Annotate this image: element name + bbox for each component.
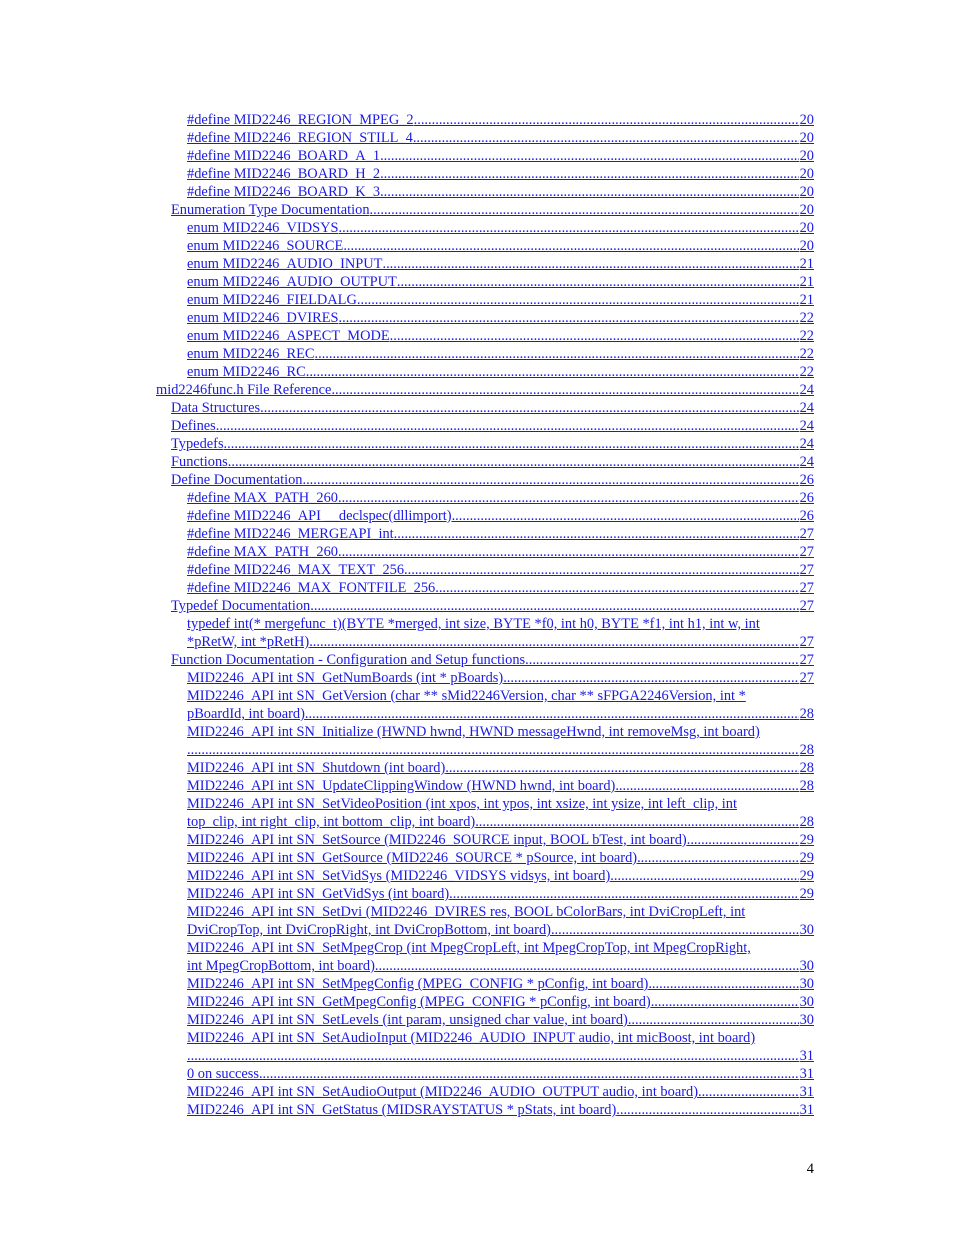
toc-page-number[interactable]: 22 <box>799 310 814 326</box>
toc-leader-dots <box>339 219 799 237</box>
toc-leader-dots <box>503 669 798 687</box>
toc-leader-dots <box>305 705 799 723</box>
toc-leader-dots <box>357 291 799 309</box>
toc-page-number[interactable]: 28 <box>799 742 814 758</box>
toc-entry[interactable] <box>171 651 814 669</box>
toc-leader-dots <box>413 129 799 147</box>
toc-leader-dots <box>310 597 798 615</box>
toc-page-number[interactable]: 30 <box>799 1012 814 1028</box>
toc-entry[interactable] <box>187 1029 814 1065</box>
toc-entry-row[interactable] <box>187 489 814 507</box>
toc-page-number[interactable]: 26 <box>799 472 814 488</box>
toc-entry-text[interactable]: MID2246_API int SN_Shutdown (int board) <box>187 760 446 776</box>
toc-entry-text[interactable]: 0 on success <box>187 1066 259 1082</box>
toc-leader-dots <box>445 759 798 777</box>
toc-leader-dots <box>616 1101 798 1119</box>
toc-entry-row[interactable] <box>187 165 814 183</box>
toc-page-number[interactable]: 22 <box>799 364 814 380</box>
toc-page-number[interactable]: 30 <box>799 958 814 974</box>
toc-leader-dots <box>648 975 798 993</box>
toc-page-number[interactable]: 24 <box>799 436 814 452</box>
toc-page-number[interactable]: 20 <box>799 112 814 128</box>
toc-page-number[interactable]: 27 <box>799 562 814 578</box>
toc-entry-text[interactable]: enum MID2246_AUDIO_OUTPUT <box>187 274 397 290</box>
toc-entry-text[interactable]: Enumeration Type Documentation <box>171 202 370 218</box>
toc-leader-dots <box>338 543 799 561</box>
table-of-contents <box>0 111 954 1119</box>
toc-leader-dots <box>551 921 799 939</box>
toc-entry-text[interactable]: enum MID2246_RC <box>187 364 306 380</box>
toc-page-number[interactable]: 26 <box>799 490 814 506</box>
toc-entry-row[interactable] <box>187 507 814 525</box>
toc-leader-dots <box>187 741 799 759</box>
toc-entry-text[interactable]: Typedef Documentation <box>171 598 311 614</box>
toc-page-number[interactable]: 20 <box>799 202 814 218</box>
toc-entry[interactable] <box>187 759 814 777</box>
toc-entry-text[interactable]: MID2246_API int SN_SetMpegConfig (MPEG_CONFIG * pConfig, int board) <box>187 976 649 992</box>
toc-entry[interactable] <box>187 939 814 975</box>
toc-entry[interactable] <box>187 687 814 723</box>
toc-page-number[interactable]: 30 <box>799 922 814 938</box>
toc-entry[interactable] <box>171 417 814 435</box>
toc-entry[interactable] <box>187 1101 814 1119</box>
toc-entry-row[interactable] <box>187 885 814 903</box>
toc-entry-row[interactable] <box>171 597 814 615</box>
toc-entry[interactable] <box>187 507 814 525</box>
toc-leader-dots <box>394 525 799 543</box>
toc-entry[interactable] <box>187 975 814 993</box>
toc-entry-row[interactable] <box>187 1065 814 1083</box>
toc-page-number[interactable]: 27 <box>799 634 814 650</box>
toc-entry[interactable] <box>187 309 814 327</box>
toc-page-number[interactable]: 31 <box>799 1084 814 1100</box>
toc-page-number[interactable]: 27 <box>799 652 814 668</box>
toc-entry[interactable] <box>187 111 814 129</box>
toc-page-number[interactable]: 27 <box>799 544 814 560</box>
toc-entry[interactable] <box>187 723 814 759</box>
toc-entry-row[interactable] <box>187 183 814 201</box>
toc-leader-dots <box>306 363 799 381</box>
toc-entry-row[interactable] <box>187 849 814 867</box>
toc-entry[interactable] <box>187 291 814 309</box>
toc-page-number[interactable]: 27 <box>799 580 814 596</box>
toc-entry-text[interactable]: #define MID2246_REGION_STILL_4 <box>187 130 413 146</box>
toc-entry-text[interactable]: MID2246_API int SN_SetLevels (int param, unsigned char value, int board) <box>187 1012 628 1028</box>
toc-entry[interactable] <box>187 777 814 795</box>
toc-entry-row[interactable] <box>171 435 814 453</box>
toc-entry-text[interactable]: int MpegCropBottom, int board) <box>187 958 375 974</box>
toc-entry-text[interactable]: MID2246_API int SN_GetSource (MID2246_SOURCE * pSource, int board) <box>187 850 638 866</box>
toc-entry[interactable] <box>187 1083 814 1101</box>
toc-page-number[interactable]: 20 <box>799 220 814 236</box>
toc-leader-dots <box>302 471 798 489</box>
toc-entry-row[interactable] <box>187 813 814 831</box>
toc-leader-dots <box>338 489 799 507</box>
toc-leader-dots <box>309 633 798 651</box>
toc-entry[interactable] <box>187 615 814 651</box>
toc-entry-row[interactable] <box>187 1047 814 1065</box>
toc-entry[interactable] <box>171 399 814 417</box>
toc-entry-row[interactable] <box>187 237 814 255</box>
toc-page-number[interactable]: 29 <box>799 886 814 902</box>
toc-page-number[interactable]: 27 <box>799 670 814 686</box>
toc-entry-row[interactable] <box>187 309 814 327</box>
toc-entry-row[interactable] <box>187 525 814 543</box>
toc-entry-row[interactable] <box>187 921 814 939</box>
toc-entry[interactable] <box>187 489 814 507</box>
toc-entry[interactable] <box>187 993 814 1011</box>
toc-entry-text[interactable]: #define MID2246_BOARD_A_1 <box>187 148 381 164</box>
toc-entry-text[interactable]: #define MID2246_MERGEAPI_int <box>187 526 394 542</box>
toc-entry[interactable] <box>187 885 814 903</box>
toc-page-number[interactable]: 29 <box>799 850 814 866</box>
toc-page-number[interactable]: 31 <box>799 1102 814 1118</box>
toc-entry-text[interactable]: mid2246func.h File Reference <box>156 382 332 398</box>
toc-entry-row[interactable] <box>171 399 814 417</box>
toc-entry-text[interactable]: Functions <box>171 454 228 470</box>
toc-leader-dots <box>397 273 799 291</box>
toc-entry-text[interactable]: Typedefs <box>171 436 224 452</box>
toc-entry-text[interactable]: enum MID2246_REC <box>187 346 315 362</box>
toc-entry[interactable] <box>187 363 814 381</box>
toc-leader-dots <box>475 813 798 831</box>
toc-entry-row[interactable] <box>187 669 814 687</box>
toc-page-number[interactable]: 28 <box>799 814 814 830</box>
toc-leader-dots <box>610 867 798 885</box>
toc-entry-row[interactable] <box>187 759 814 777</box>
toc-entry-text[interactable]: MID2246_API int SN_GetMpegConfig (MPEG_CONFIG * pConfig, int board) <box>187 994 651 1010</box>
toc-entry[interactable] <box>187 129 814 147</box>
toc-entry-row[interactable] <box>187 255 814 273</box>
toc-leader-dots <box>615 777 798 795</box>
toc-entry[interactable] <box>187 561 814 579</box>
toc-entry-row[interactable] <box>187 975 814 993</box>
toc-page-number[interactable]: 31 <box>799 1066 814 1082</box>
toc-entry-text-line1[interactable]: MID2246_API int SN_SetVideoPosition (int xpos, int ypos, int xsize, int ysize, int left_clip, int <box>187 796 737 812</box>
toc-entry-text[interactable]: pBoardId, int board) <box>187 706 305 722</box>
toc-entry-text-line1[interactable]: MID2246_API int SN_SetMpegCrop (int MpegCropLeft, int MpegCropTop, int MpegCropRight, <box>187 940 751 956</box>
toc-leader-dots <box>382 255 798 273</box>
toc-page-number[interactable]: 22 <box>799 346 814 362</box>
toc-entry[interactable] <box>187 1065 814 1083</box>
toc-page-number[interactable]: 29 <box>799 832 814 848</box>
toc-entry-text[interactable]: Data Structures <box>171 400 261 416</box>
toc-entry[interactable] <box>187 183 814 201</box>
toc-page-number[interactable]: 28 <box>799 706 814 722</box>
toc-page-number[interactable]: 24 <box>799 454 814 470</box>
toc-entry-row[interactable] <box>171 471 814 489</box>
toc-entry[interactable] <box>187 849 814 867</box>
toc-leader-dots <box>628 1011 799 1029</box>
toc-entry-row[interactable] <box>156 381 814 399</box>
toc-entry[interactable] <box>187 165 814 183</box>
toc-entry[interactable] <box>187 903 814 939</box>
toc-entry-text[interactable]: enum MID2246_DVIRES <box>187 310 339 326</box>
toc-entry[interactable] <box>187 219 814 237</box>
page-number: 4 <box>806 1161 814 1177</box>
toc-leader-dots <box>331 381 798 399</box>
toc-entry-row[interactable] <box>187 705 814 723</box>
toc-leader-dots <box>375 957 799 975</box>
toc-entry-row[interactable] <box>187 1083 814 1101</box>
toc-leader-dots <box>224 435 799 453</box>
toc-entry[interactable] <box>171 435 814 453</box>
toc-entry-text[interactable]: Defines <box>171 418 216 434</box>
toc-entry-row[interactable] <box>187 363 814 381</box>
toc-entry-row[interactable] <box>187 291 814 309</box>
toc-leader-dots <box>260 399 798 417</box>
toc-leader-dots <box>315 345 799 363</box>
toc-entry-text[interactable]: MID2246_API int SN_GetVidSys (int board) <box>187 886 450 902</box>
toc-entry-row[interactable] <box>187 579 814 597</box>
toc-entry[interactable] <box>187 327 814 345</box>
toc-page-number[interactable]: 24 <box>799 382 814 398</box>
toc-leader-dots <box>343 237 798 255</box>
toc-entry-row[interactable] <box>187 777 814 795</box>
toc-entry-row[interactable] <box>187 1101 814 1119</box>
toc-entry[interactable] <box>187 867 814 885</box>
toc-entry[interactable] <box>187 345 814 363</box>
toc-page-number[interactable]: 28 <box>799 760 814 776</box>
toc-entry-text[interactable]: enum MID2246_SOURCE <box>187 238 344 254</box>
toc-entry-row[interactable] <box>171 417 814 435</box>
toc-entry[interactable] <box>171 597 814 615</box>
toc-entry-text[interactable]: *pRetW, int *pRetH) <box>187 634 310 650</box>
toc-leader-dots <box>698 1083 799 1101</box>
toc-entry[interactable] <box>187 147 814 165</box>
toc-entry[interactable] <box>187 1011 814 1029</box>
toc-entry-row[interactable] <box>171 201 814 219</box>
toc-leader-dots <box>380 147 799 165</box>
toc-entry[interactable] <box>187 237 814 255</box>
toc-entry-text[interactable]: MID2246_API int SN_SetAudioOutput (MID2246_AUDIO_OUTPUT audio, int board) <box>187 1084 698 1100</box>
toc-entry-text[interactable]: enum MID2246_ASPECT_MODE <box>187 328 390 344</box>
toc-entry-row[interactable] <box>187 327 814 345</box>
toc-entry-row[interactable] <box>187 957 814 975</box>
toc-entry[interactable] <box>187 831 814 849</box>
toc-entry-text-line1[interactable]: MID2246_API int SN_SetAudioInput (MID2246_AUDIO_INPUT audio, int micBoost, int board) <box>187 1030 756 1046</box>
toc-entry[interactable] <box>171 201 814 219</box>
toc-page-number[interactable]: 27 <box>799 598 814 614</box>
toc-leader-dots <box>339 309 799 327</box>
toc-leader-dots <box>228 453 799 471</box>
toc-page-number[interactable]: 21 <box>799 256 814 272</box>
toc-page-number[interactable]: 29 <box>799 868 814 884</box>
toc-entry-text[interactable]: MID2246_API int SN_UpdateClippingWindow (HWND hwnd, int board) <box>187 778 616 794</box>
toc-leader-dots <box>259 1065 799 1083</box>
toc-entry-text[interactable]: #define MID2246_API __declspec(dllimport) <box>187 508 452 524</box>
toc-leader-dots <box>449 885 798 903</box>
toc-leader-dots <box>380 183 799 201</box>
toc-leader-dots <box>404 561 799 579</box>
toc-entry-text[interactable]: #define MID2246_MAX_FONTFILE_256 <box>187 580 436 596</box>
toc-leader-dots <box>435 579 798 597</box>
toc-entry-text-line1[interactable]: typedef int(* mergefunc_t)(BYTE *merged, int size, BYTE *f0, int h0, BYTE *f1, int h1, int w, int <box>187 616 760 632</box>
toc-page-number[interactable]: 31 <box>799 1048 814 1064</box>
toc-entry-text[interactable]: MID2246_API int SN_SetVidSys (MID2246_VIDSYS vidsys, int board) <box>187 868 611 884</box>
toc-entry-row[interactable] <box>187 561 814 579</box>
toc-entry-row[interactable] <box>187 111 814 129</box>
toc-entry-text[interactable]: top_clip, int right_clip, int bottom_clip, int board) <box>187 814 476 830</box>
toc-page-number[interactable]: 28 <box>799 778 814 794</box>
toc-leader-dots <box>370 201 799 219</box>
toc-entry[interactable] <box>171 471 814 489</box>
toc-page-number[interactable]: 24 <box>799 400 814 416</box>
toc-entry[interactable] <box>187 273 814 291</box>
toc-entry-row[interactable] <box>187 543 814 561</box>
toc-entry[interactable] <box>156 381 814 399</box>
toc-entry-text[interactable]: MID2246_API int SN_GetStatus (MIDSRAYSTATUS * pStats, int board) <box>187 1102 617 1118</box>
toc-leader-dots <box>187 1047 799 1065</box>
toc-entry[interactable] <box>187 525 814 543</box>
toc-leader-dots <box>216 417 799 435</box>
toc-entry-text[interactable]: enum MID2246_VIDSYS <box>187 220 339 236</box>
toc-entry-text[interactable]: MID2246_API int SN_GetNumBoards (int * pBoards) <box>187 670 504 686</box>
toc-entry-text-line1[interactable]: MID2246_API int SN_GetVersion (char ** sMid2246Version, char ** sFPGA2246Version, int * <box>187 688 746 704</box>
toc-entry-text[interactable]: #define MID2246_MAX_TEXT_256 <box>187 562 405 578</box>
toc-entry-row[interactable] <box>187 993 814 1011</box>
toc-entry[interactable] <box>187 543 814 561</box>
toc-page-number[interactable]: 20 <box>799 166 814 182</box>
toc-entry-text[interactable]: DviCropTop, int DviCropRight, int DviCropBottom, int board) <box>187 922 551 938</box>
toc-leader-dots <box>687 831 799 849</box>
toc-leader-dots <box>525 651 798 669</box>
toc-page-number[interactable]: 21 <box>799 292 814 308</box>
toc-leader-dots <box>390 327 799 345</box>
toc-entry-row[interactable] <box>171 453 814 471</box>
toc-page-number[interactable]: 26 <box>799 508 814 524</box>
toc-page-number[interactable]: 21 <box>799 274 814 290</box>
toc-entry-row[interactable] <box>187 867 814 885</box>
toc-entry-row[interactable] <box>187 273 814 291</box>
toc-page-number[interactable]: 20 <box>799 238 814 254</box>
toc-entry-text[interactable]: Function Documentation - Configuration and Setup functions <box>171 652 526 668</box>
toc-entry-text[interactable]: #define MID2246_REGION_MPEG_2 <box>187 112 414 128</box>
toc-entry-text-line1[interactable]: MID2246_API int SN_SetDvi (MID2246_DVIRES res, BOOL bColorBars, int DviCropLeft, int <box>187 904 746 920</box>
toc-entry[interactable] <box>187 579 814 597</box>
toc-page-number[interactable]: 27 <box>799 526 814 542</box>
toc-entry-row[interactable] <box>187 831 814 849</box>
toc-page-number[interactable]: 24 <box>799 418 814 434</box>
toc-entry-text[interactable]: MID2246_API int SN_SetSource (MID2246_SOURCE input, BOOL bTest, int board) <box>187 832 687 848</box>
toc-entry-text[interactable]: #define MID2246_BOARD_H_2 <box>187 166 381 182</box>
toc-entry-row[interactable] <box>171 651 814 669</box>
toc-entry-row[interactable] <box>187 129 814 147</box>
toc-entry[interactable] <box>187 669 814 687</box>
toc-entry-text[interactable]: Define Documentation <box>171 472 303 488</box>
toc-leader-dots <box>452 507 799 525</box>
toc-leader-dots <box>380 165 799 183</box>
toc-entry-text[interactable]: enum MID2246_AUDIO_INPUT <box>187 256 383 272</box>
toc-page-number[interactable]: 20 <box>799 130 814 146</box>
toc-leader-dots <box>414 111 799 129</box>
toc-leader-dots <box>651 993 799 1011</box>
toc-page-number[interactable]: 20 <box>799 184 814 200</box>
toc-entry-text-line1[interactable]: MID2246_API int SN_Initialize (HWND hwnd, HWND messageHwnd, int removeMsg, int board) <box>187 724 760 740</box>
toc-entry-text[interactable]: #define MAX_PATH_260 <box>187 544 338 560</box>
toc-entry-text[interactable]: enum MID2246_FIELDALG <box>187 292 357 308</box>
toc-entry[interactable] <box>187 795 814 831</box>
toc-entry-row[interactable] <box>187 147 814 165</box>
toc-entry-row[interactable] <box>187 345 814 363</box>
toc-entry-row[interactable] <box>187 219 814 237</box>
toc-page-number[interactable]: 20 <box>799 148 814 164</box>
toc-page-number[interactable]: 30 <box>799 976 814 992</box>
toc-entry[interactable] <box>187 255 814 273</box>
toc-page-number[interactable]: 30 <box>799 994 814 1010</box>
toc-page-number[interactable]: 22 <box>799 328 814 344</box>
toc-leader-dots <box>637 849 799 867</box>
toc-entry-row[interactable] <box>187 741 814 759</box>
toc-entry-text[interactable]: #define MAX_PATH_260 <box>187 490 338 506</box>
toc-entry-text[interactable]: #define MID2246_BOARD_K_3 <box>187 184 381 200</box>
toc-entry-row[interactable] <box>187 1011 814 1029</box>
toc-entry-row[interactable] <box>187 633 814 651</box>
toc-entry[interactable] <box>171 453 814 471</box>
